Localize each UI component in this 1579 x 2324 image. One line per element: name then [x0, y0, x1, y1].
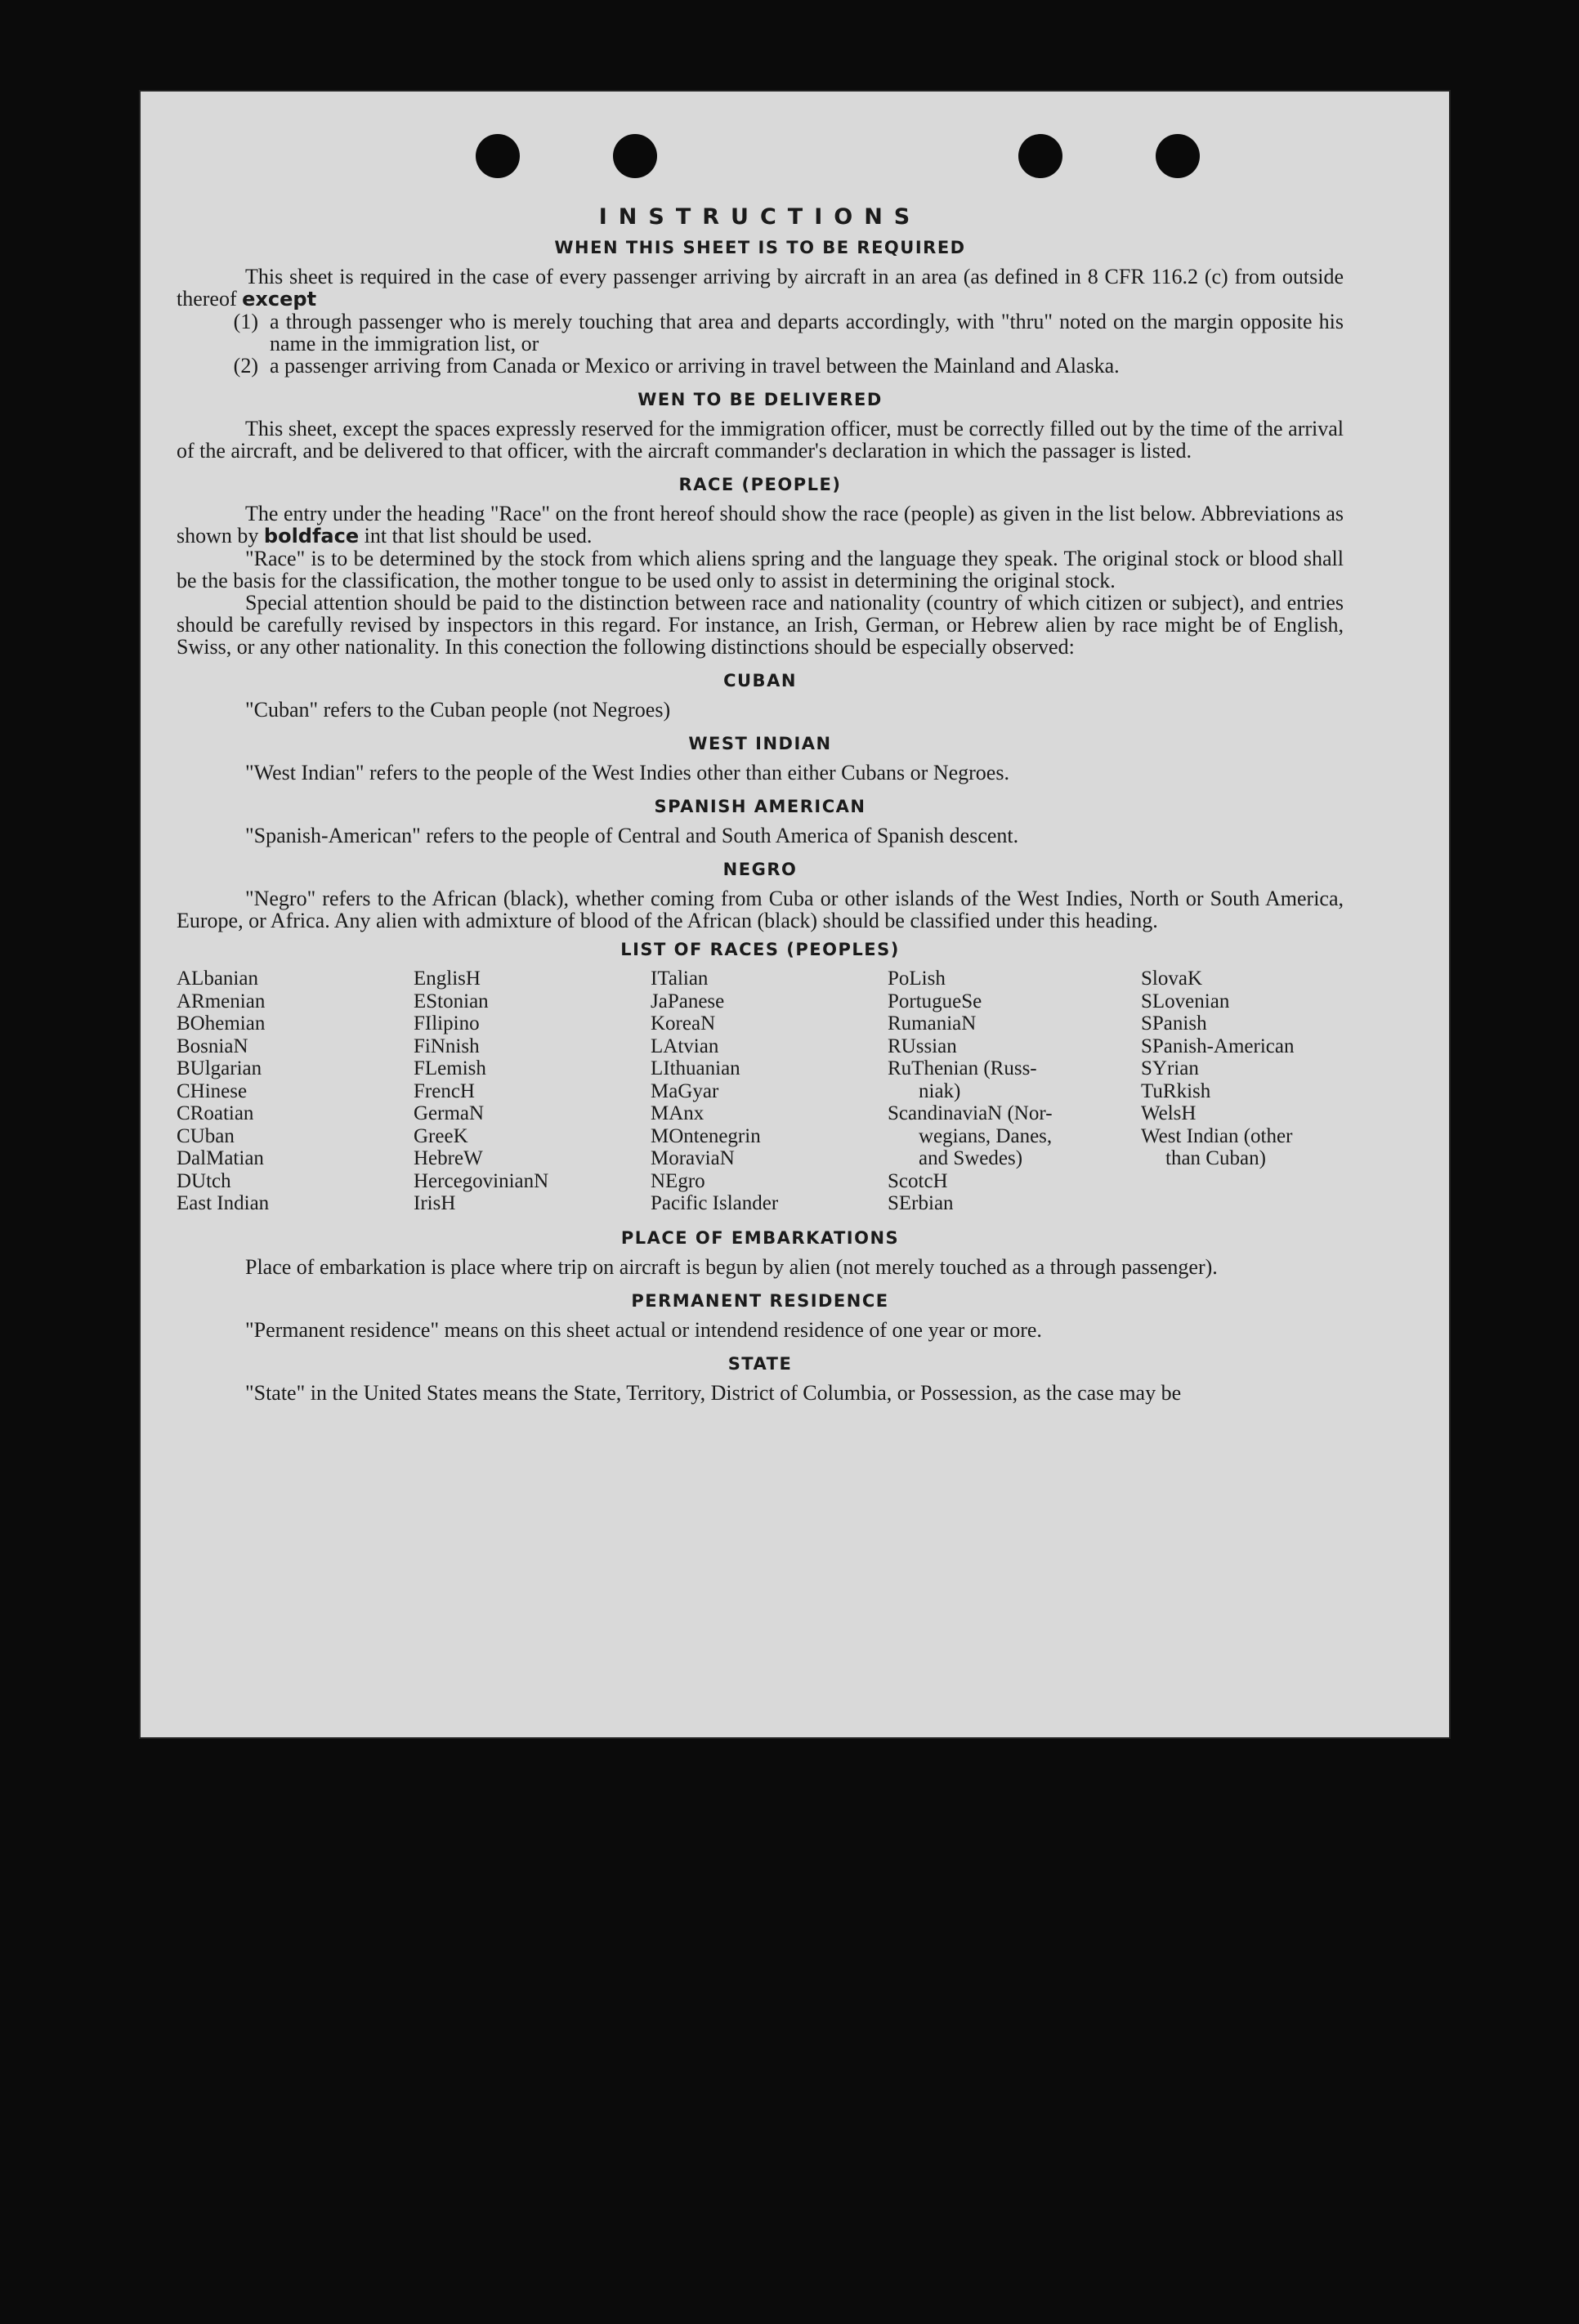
- list-item: CHinese: [177, 1079, 248, 1102]
- list-item: SPanish: [1141, 1012, 1207, 1035]
- list-item: ITalian: [651, 968, 709, 990]
- race-paragraph-1: The entry under the heading "Race" on the front hereof should show the race (people) as given in the list below. Abbreviations as shown by boldface int that list should be used.: [177, 502, 1344, 547]
- races-column-3: [651, 968, 888, 1215]
- section-heading-required: WHEN THIS SHEET IS TO BE REQUIRED: [554, 238, 966, 257]
- spanish-american-text: "Spanish-American" refers to the people of Central and South America of Spanish descent.: [245, 824, 1019, 847]
- document-body: [177, 204, 1344, 1404]
- list-item: NEgro: [651, 1169, 705, 1192]
- list-item: EStonian: [414, 990, 489, 1012]
- races-column-2: [414, 968, 651, 1215]
- section-heading-west-indian: WEST INDIAN: [688, 734, 832, 753]
- list-item: CUban: [177, 1124, 235, 1147]
- list-item: FrencH: [414, 1079, 475, 1102]
- list-item: FLemish: [414, 1057, 486, 1079]
- list-item: ALbanian: [177, 968, 258, 990]
- delivered-text: This sheet, except the spaces expressly reserved for the immigration officer, must be correctly filled out by the time of the arrival of the aircraft, and be delivered to that officer, with the aircraft commander's declaration in which the passager is listed.: [177, 417, 1344, 463]
- list-item: MaGyar: [651, 1079, 719, 1102]
- list-item: and Swedes): [919, 1147, 1023, 1169]
- list-item: EnglisH: [414, 968, 481, 990]
- list-item: PortugueSe: [888, 990, 982, 1012]
- section-heading-negro: NEGRO: [722, 860, 798, 879]
- instruction-sheet: [139, 90, 1451, 1739]
- section-heading-spanish-american: SPANISH AMERICAN: [654, 797, 866, 816]
- exception-item: (1) a through passenger who is merely touching that area and departs accordingly, with "thru" noted on the margin opposite his name in the immigration list, or: [233, 310, 1344, 355]
- list-item: IrisH: [414, 1192, 456, 1214]
- punch-hole: [1018, 134, 1062, 178]
- list-item: ScandinaviaN (Nor-: [888, 1102, 1053, 1124]
- list-item: GreeK: [414, 1124, 468, 1147]
- list-item: RumaniaN: [888, 1012, 977, 1035]
- list-item: ScotcH: [888, 1169, 948, 1192]
- list-item: PoLish: [888, 968, 946, 990]
- list-item: BUlgarian: [177, 1057, 262, 1079]
- punch-hole: [476, 134, 520, 178]
- required-intro: This sheet is required in the case of every passenger arriving by aircraft in an area (as defined in 8 CFR 116.2 (c) from outside thereof except: [177, 265, 1344, 311]
- list-item: Pacific Islander: [651, 1192, 779, 1214]
- state-text: "State" in the United States means the State, Territory, District of Columbia, or Possession, as the case may be: [245, 1380, 1182, 1405]
- list-item: RUssian: [888, 1035, 957, 1057]
- list-item: SPanish-American: [1141, 1035, 1295, 1057]
- embarkation-text: Place of embarkation is place where trip on aircraft is begun by alien (not merely touched as a through passenger).: [245, 1254, 1218, 1279]
- list-item: SlovaK: [1141, 968, 1202, 990]
- west-indian-text: "West Indian" refers to the people of the West Indies other than either Cubans or Negroes.: [245, 761, 1009, 784]
- list-item: MoraviaN: [651, 1147, 735, 1169]
- exception-item: (2) a passenger arriving from Canada or Mexico or arriving in travel between the Mainland and Alaska.: [233, 354, 1120, 378]
- page-title: INSTRUCTIONS: [598, 204, 922, 230]
- section-heading-race: RACE (PEOPLE): [678, 475, 842, 494]
- residence-text: "Permanent residence" means on this sheet actual or intendend residence of one year or more.: [245, 1317, 1042, 1342]
- list-item: BosniaN: [177, 1035, 248, 1057]
- list-item: niak): [919, 1079, 961, 1102]
- list-item: ARmenian: [177, 990, 266, 1012]
- list-item: LIthuanian: [651, 1057, 740, 1079]
- list-item: West Indian (other: [1141, 1124, 1293, 1147]
- races-column-1: [177, 968, 414, 1215]
- section-heading-delivered: WEN TO BE DELIVERED: [637, 390, 883, 409]
- negro-text: "Negro" refers to the African (black), whether coming from Cuba or other islands of the West Indies, North or South America, Europe, or Africa. Any alien with admixture of blood of the African (black) should be classified under this heading.: [177, 887, 1344, 932]
- punch-hole: [613, 134, 657, 178]
- punch-hole: [1156, 134, 1200, 178]
- section-heading-cuban: CUBAN: [723, 671, 797, 690]
- list-item: MAnx: [651, 1102, 705, 1124]
- race-paragraph-3: Special attention should be paid to the distinction between race and nationality (country of which citizen or subject), and entries should be carefully revised by inspectors in this regard. For instance, an Irish, German, or Hebrew alien by race might be of English, Swiss, or any other nationality. In this conection the following distinctions should be especially observed:: [177, 591, 1344, 659]
- list-item: FiNnish: [414, 1035, 480, 1057]
- list-item: East Indian: [177, 1192, 270, 1214]
- races-column-4: [888, 968, 1141, 1215]
- list-item: SErbian: [888, 1192, 954, 1214]
- list-item: SLovenian: [1141, 990, 1230, 1012]
- list-item: RuThenian (Russ-: [888, 1057, 1037, 1079]
- section-heading-state: STATE: [727, 1353, 793, 1374]
- list-item: BOhemian: [177, 1012, 266, 1035]
- list-item: HebreW: [414, 1147, 483, 1169]
- section-heading-list-of-races: LIST OF RACES (PEOPLES): [620, 940, 900, 959]
- list-item: SYrian: [1141, 1057, 1199, 1079]
- list-item: TuRkish: [1141, 1079, 1211, 1102]
- list-item: CRoatian: [177, 1102, 254, 1124]
- list-item: JaPanese: [651, 990, 725, 1012]
- races-column-5: [1141, 968, 1337, 1215]
- list-item: than Cuban): [1165, 1147, 1266, 1169]
- list-item: WelsH: [1141, 1102, 1197, 1124]
- list-item: KoreaN: [651, 1012, 716, 1035]
- list-item: DalMatian: [177, 1147, 264, 1169]
- list-item: LAtvian: [651, 1035, 719, 1057]
- list-item: FIlipino: [414, 1012, 480, 1035]
- list-item: MOntenegrin: [651, 1124, 761, 1147]
- section-heading-embarkation: PLACE OF EMBARKATIONS: [620, 1227, 900, 1248]
- section-heading-permanent-residence: PERMANENT RESIDENCE: [631, 1290, 889, 1311]
- race-paragraph-2: "Race" is to be determined by the stock from which aliens spring and the language they speak. The original stock or blood shall be the basis for the classification, the mother tongue to be used only to assist in determining the original stock.: [177, 547, 1344, 592]
- cuban-text: "Cuban" refers to the Cuban people (not Negroes): [245, 698, 671, 722]
- list-item: wegians, Danes,: [919, 1124, 1053, 1147]
- list-item: DUtch: [177, 1169, 231, 1192]
- races-list: [177, 968, 1344, 1215]
- list-item: GermaN: [414, 1102, 485, 1124]
- list-item: HercegovinianN: [414, 1169, 549, 1192]
